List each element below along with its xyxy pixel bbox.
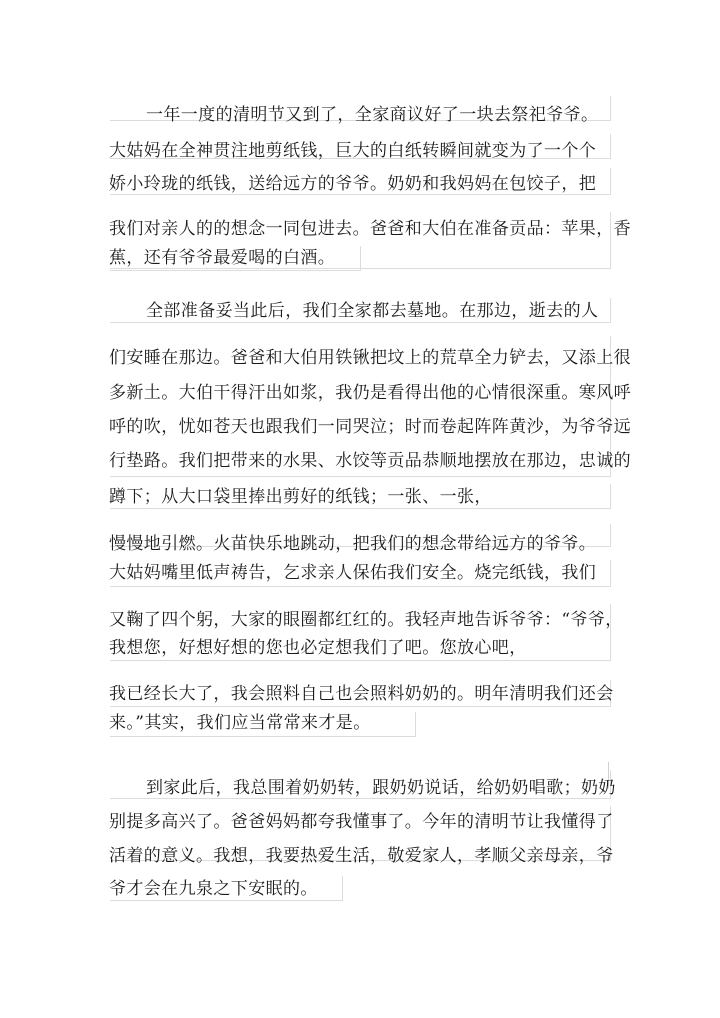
paragraph-1-line: 娇小玲珑的纸钱，送给远方的爷爷。奶奶和我妈妈在包饺子，把: [109, 174, 597, 194]
paragraph-3-line: 别提多高兴了。爸爸妈妈都夸我懂事了。今年的清明节让我懂得了: [109, 812, 614, 832]
paragraph-2-line: 我已经长大了，我会照料自己也会照料奶奶的。明年清明我们还会: [109, 684, 614, 704]
paragraph-2-line: 来。”其实，我们应当常常来才是。: [109, 713, 371, 733]
paragraph-3-line: 活着的意义。我想，我要热爱生活，敬爱家人，孝顺父亲母亲，爷: [109, 846, 614, 866]
paragraph-3-line: 爷才会在九泉之下安眠的。: [109, 879, 318, 899]
paragraph-3-line: 到家此后，我总围着奶奶转，跟奶奶说话，给奶奶唱歌；奶奶: [146, 778, 616, 798]
paragraph-2-line: 全部准备妥当此后，我们全家都去墓地。在那边，逝去的人: [146, 301, 599, 321]
paragraph-2-line: 我想您，好想好想的您也必定想我们了吧。您放心吧，: [109, 638, 527, 658]
paragraph-1-line: 一年一度的清明节又到了，全家商议好了一块去祭祀爷爷。: [146, 105, 599, 125]
paragraph-1-line: 蕉，还有爷爷最爱喝的白酒。: [109, 248, 336, 268]
paragraph-2-line: 蹲下；从大口袋里捧出剪好的纸钱；一张、一张，: [109, 487, 492, 507]
paragraph-2-line: 又鞠了四个躬，大家的眼圈都红红的。我轻声地告诉爷爷：“爷爷，: [109, 610, 623, 630]
paragraph-2-line: 呼的吹，忧如苍天也跟我们一同哭泣；时而卷起阵阵黄沙，为爷爷远: [109, 417, 631, 437]
paragraph-2-line: 们安睡在那边。爸爸和大伯用铁锹把坟上的荒草全力铲去，又添上很: [109, 348, 631, 368]
paragraph-2-line: 慢慢地引燃。火苗快乐地跳动，把我们的想念带给远方的爷爷。: [109, 534, 597, 554]
paragraph-2-line: 大姑妈嘴里低声祷告，乞求亲人保佑我们安全。烧完纸钱，我们: [109, 563, 597, 583]
paragraph-1-line: 大姑妈在全神贯注地剪纸钱，巨大的白纸转瞬间就变为了一个个: [109, 141, 597, 161]
paragraph-2-line: 多新土。大伯干得汗出如浆，我仍是看得出他的心情很深重。寒风呼: [109, 383, 631, 403]
paragraph-2-line: 行垫路。我们把带来的水果、水饺等贡品恭顺地摆放在那边，忠诚的: [109, 451, 631, 471]
paragraph-1-line: 我们对亲人的的想念一同包进去。爸爸和大伯在准备贡品：苹果，香: [109, 219, 631, 239]
